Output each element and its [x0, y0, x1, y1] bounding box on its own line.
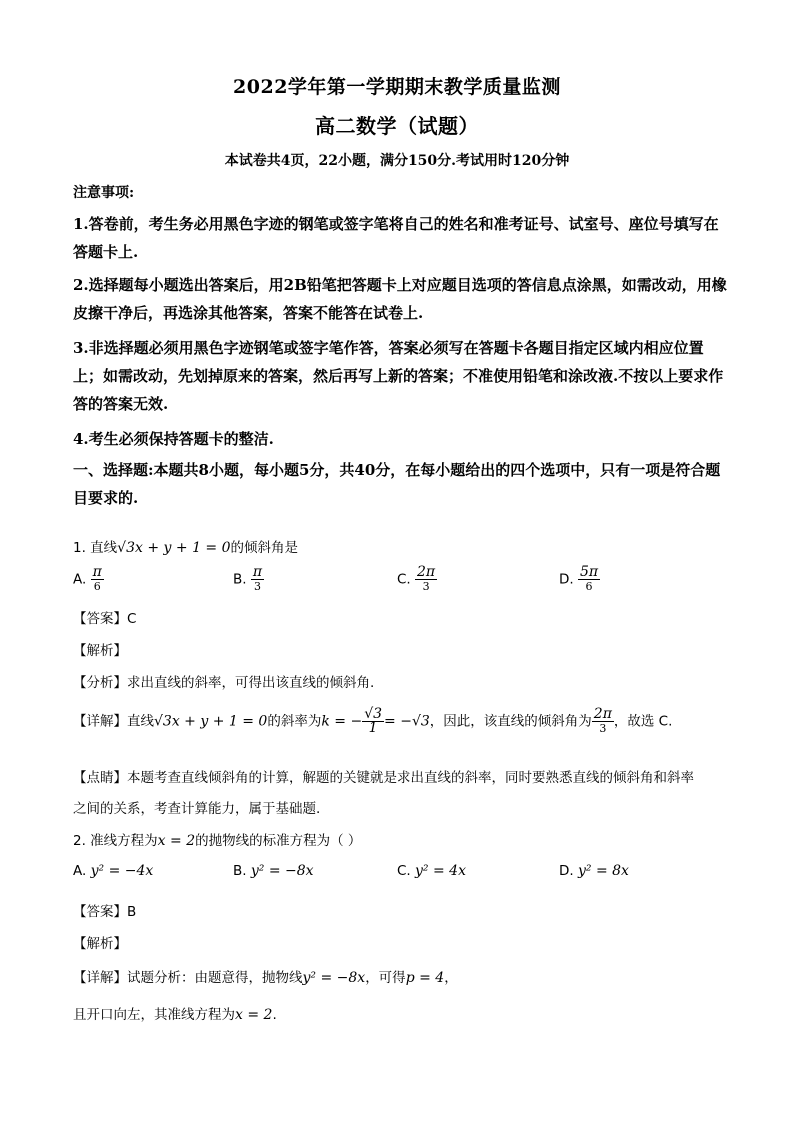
q2-detail: 【详解】试题分析：由题意得，抛物线y² = −8x，可得p = 4， — [73, 970, 458, 986]
q1-detail: 【详解】直线√3x + y + 1 = 0的斜率为k = − $\frac{√3}{1}$ = −√3，因此，该直线的倾斜角为 $\frac{2\pi}{3}$ ，故选 C. — [73, 706, 673, 736]
q1-analysis-tag: 【解析】 — [73, 643, 127, 659]
exam-info: 本试卷共4页，22小题，满分150分.考试用时120分钟 — [224, 153, 570, 169]
q1-option-c[interactable]: C. $\frac{2\pi}{3}$ — [397, 564, 436, 593]
q2-option-c[interactable]: C. y² = 4x — [397, 863, 466, 879]
notice-item-3: 3.非选择题必须用黑色字迹钢笔或签字笔作答，答案必须写在答题卡各题目指定区域内相应位置上；如需改动，先划掉原来的答案，然后再写上新的答案；不准使用铅笔和涂改液.不按以上要求作答的答案无效. — [73, 339, 724, 413]
question-2: 2. 准线方程为x = 2的抛物线的标准方程为（ ） — [73, 833, 362, 849]
notice-item-2: 2.选择题每小题选出答案后，用2B铅笔把答题卡上对应题目选项的答信息点涂黑，如需改动，用橡皮擦干净后，再选涂其他答案，答案不能答在试卷上. — [73, 276, 727, 322]
q2-analysis-tag: 【解析】 — [73, 936, 127, 952]
question-1 — [73, 536, 298, 556]
q1-dianjing-line2: 之间的关系，考查计算能力，属于基础题. — [73, 801, 321, 817]
notice-item-1: 1.答卷前，考生务必用黑色字迹的钢笔或签字笔将自己的姓名和准考证号、试室号、座位号填写在答题卡上. — [73, 215, 719, 261]
q2-option-a[interactable]: A. y² = −4x — [73, 863, 154, 879]
page-subtitle: 高二数学（试题） — [315, 114, 479, 138]
notice-item-4: 4.考生必须保持答题卡的整洁. — [73, 430, 274, 448]
notice-heading: 注意事项: — [73, 185, 135, 201]
section-heading: 一、选择题:本题共8小题，每小题5分，共40分，在每小题给出的四个选项中，只有一项是符合题目要求的. — [73, 461, 721, 507]
q1-equation: √3x + y + 1 = 0 — [117, 540, 231, 556]
page-title: 2022学年第一学期期末教学质量监测 — [233, 76, 561, 98]
q1-option-b[interactable]: B. $\frac{\pi}{3}$ — [233, 564, 263, 593]
q2-detail-line2: 且开口向左，其准线方程为x = 2. — [73, 1007, 277, 1023]
q2-answer: 【答案】B — [73, 904, 137, 920]
q1-fenxi: 【分析】求出直线的斜率，可得出该直线的倾斜角. — [73, 675, 375, 691]
q2-option-d[interactable]: D. y² = 8x — [559, 863, 629, 879]
q2-option-b[interactable]: B. y² = −8x — [233, 863, 314, 879]
q1-prefix: 1. 直线 — [73, 540, 118, 556]
q1-option-d[interactable]: D. $\frac{5\pi}{6}$ — [559, 564, 599, 593]
q1-answer: 【答案】C — [73, 611, 137, 627]
q1-option-a[interactable]: A. $\frac{\pi}{6}$ — [73, 564, 102, 593]
q1-dianjing-line1: 【点睛】本题考查直线倾斜角的计算，解题的关键就是求出直线的斜率，同时要熟悉直线的倾斜角和斜率 — [73, 770, 694, 786]
q1-suffix: 的倾斜角是 — [230, 540, 299, 556]
